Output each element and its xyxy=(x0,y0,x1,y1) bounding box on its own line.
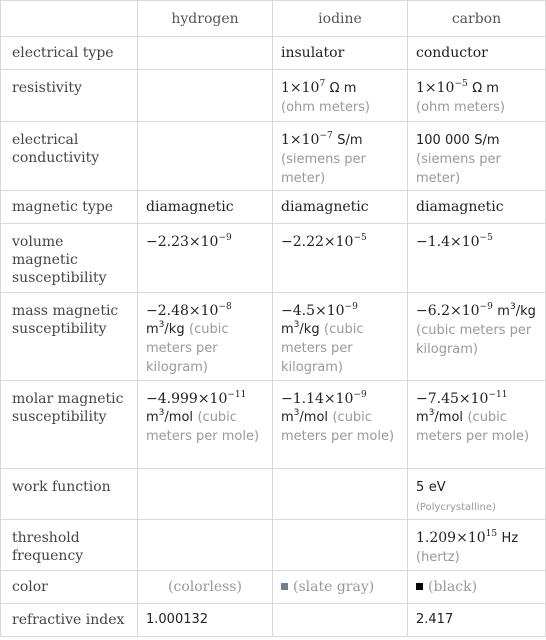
cell-hydrogen: 1.000132 xyxy=(138,604,273,637)
row-label: threshold frequency xyxy=(1,520,138,571)
cell-iodine: $-1.14\times 10^{-9}$ $m^3$/mol (cubic meters per mole) xyxy=(273,381,408,469)
row-electrical-conductivity xyxy=(1,122,546,191)
column-header-carbon: carbon xyxy=(408,1,546,37)
row-work-function xyxy=(1,469,546,520)
cell-iodine xyxy=(273,604,408,637)
row-volume-susceptibility xyxy=(1,224,546,293)
cell-iodine xyxy=(273,520,408,571)
cell-hydrogen xyxy=(138,37,273,70)
unit-note: (hertz) xyxy=(416,550,460,565)
cell-iodine: insulator xyxy=(273,37,408,70)
cell-carbon xyxy=(408,122,546,191)
row-mass-susceptibility xyxy=(1,293,546,381)
cell-iodine xyxy=(273,469,408,520)
row-magnetic-type xyxy=(1,191,546,224)
row-label: color xyxy=(1,571,138,604)
value: −2.23 xyxy=(146,234,189,250)
value: −2.22 xyxy=(281,234,324,250)
unit-note: (ohm meters) xyxy=(281,100,371,115)
value: 5 xyxy=(416,480,425,495)
cell-carbon xyxy=(408,469,546,520)
cell-hydrogen xyxy=(138,520,273,571)
row-label: resistivity xyxy=(1,70,138,122)
row-molar-susceptibility xyxy=(1,381,546,469)
unit-note: (cubic meters per mole) xyxy=(146,410,260,444)
row-label: volume magnetic susceptibility xyxy=(1,224,138,293)
cell-hydrogen: $-4.999\times 10^{-11}$ $m^3$/mol (cubic meters per mole) xyxy=(138,381,273,469)
cell-hydrogen xyxy=(138,70,273,122)
cell-carbon xyxy=(408,70,546,122)
column-header-hydrogen: hydrogen xyxy=(138,1,273,37)
unit: Ω m xyxy=(329,81,357,96)
row-resistivity xyxy=(1,70,546,122)
unit: S/m xyxy=(474,133,500,148)
unit-note: (cubic meters per mole) xyxy=(416,410,530,444)
value: $1\times 10^{-7}$ xyxy=(281,131,333,148)
unit-note: (cubic meters per kilogram) xyxy=(416,323,532,357)
unit: eV xyxy=(428,480,446,495)
cell-carbon: $-1.4\times 10^{-5}$ xyxy=(408,224,546,293)
row-label: refractive index xyxy=(1,604,138,637)
unit-note: (siemens per meter) xyxy=(281,152,366,186)
unit: Hz xyxy=(501,531,519,546)
value: $1.209\times 10^{15}$ xyxy=(416,529,498,546)
column-header-iodine: iodine xyxy=(273,1,408,37)
row-label: electrical type xyxy=(1,37,138,70)
cell-iodine: (slate gray) xyxy=(273,571,408,604)
color-swatch xyxy=(281,583,288,590)
cell-iodine: $-4.5\times 10^{-9}$ $m^3/kg$ (cubic meters per kilogram) xyxy=(273,293,408,381)
cell-iodine xyxy=(273,122,408,191)
unit-note: (ohm meters) xyxy=(416,100,506,115)
value: $1\times 10^7$ xyxy=(281,79,326,96)
unit-note: (cubic meters per kilogram) xyxy=(281,322,364,375)
cell-carbon: conductor xyxy=(408,37,546,70)
header-row xyxy=(1,1,546,37)
row-label: electrical conductivity xyxy=(1,122,138,191)
cell-iodine: $-2.22\times 10^{-5}$ xyxy=(273,224,408,293)
cell-carbon xyxy=(408,520,546,571)
value: 100 000 xyxy=(416,133,470,148)
row-label: mass magnetic susceptibility xyxy=(1,293,138,381)
cell-carbon: (black) xyxy=(408,571,546,604)
cell-hydrogen xyxy=(138,122,273,191)
cell-carbon: $-6.2\times 10^{-9}$ $m^3/kg$ (cubic meters per kilogram) xyxy=(408,293,546,381)
row-label: magnetic type xyxy=(1,191,138,224)
value: $1\times 10^{-5}$ xyxy=(416,79,468,96)
row-refractive-index xyxy=(1,604,546,637)
unit-note: (siemens per meter) xyxy=(416,152,501,186)
row-electrical-type xyxy=(1,37,546,70)
cell-hydrogen: $-2.48\times 10^{-8}$ $m^3/kg$ (cubic meters per kilogram) xyxy=(138,293,273,381)
cell-carbon: $-7.45\times 10^{-11}$ $m^3$/mol (cubic meters per mole) xyxy=(408,381,546,469)
cell-carbon: 2.417 xyxy=(408,604,546,637)
color-swatch xyxy=(416,583,423,590)
unit-note: (cubic meters per mole) xyxy=(281,410,395,444)
unit-note: (Polycrystalline) xyxy=(416,502,496,513)
cell-iodine xyxy=(273,70,408,122)
row-color xyxy=(1,571,546,604)
unit: Ω m xyxy=(472,81,499,96)
cell-hydrogen: (colorless) xyxy=(138,571,273,604)
unit: S/m xyxy=(337,133,363,148)
cell-hydrogen: $-2.23\times 10^{-9}$ xyxy=(138,224,273,293)
value: −1.4 xyxy=(416,234,450,250)
row-label: work function xyxy=(1,469,138,520)
unit-note: (cubic meters per kilogram) xyxy=(146,322,229,375)
corner-cell xyxy=(1,1,138,37)
cell-hydrogen xyxy=(138,469,273,520)
row-threshold-frequency xyxy=(1,520,546,571)
cell-hydrogen: diamagnetic xyxy=(138,191,273,224)
cell-carbon: diamagnetic xyxy=(408,191,546,224)
cell-iodine: diamagnetic xyxy=(273,191,408,224)
row-label: molar magnetic susceptibility xyxy=(1,381,138,469)
